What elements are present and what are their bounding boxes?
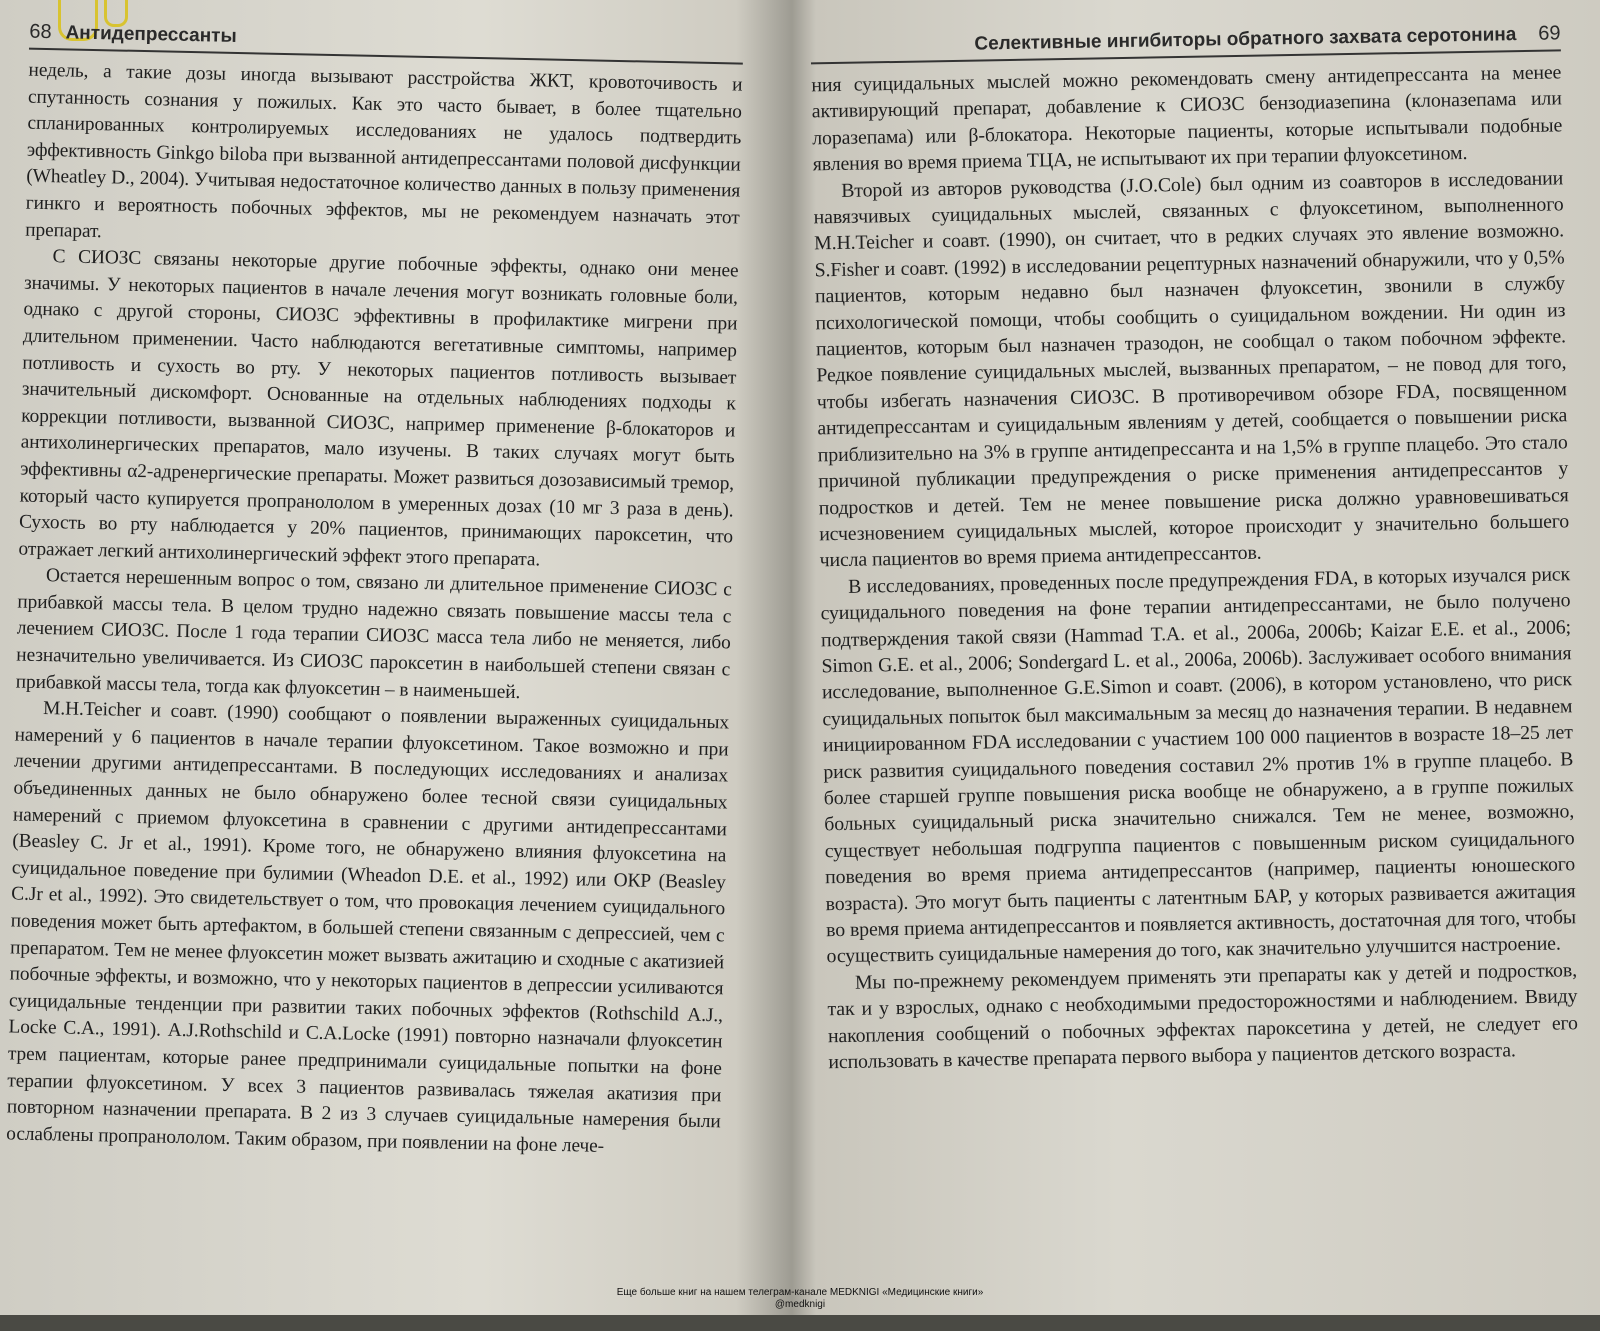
right-running-title: Селективные ингибиторы обратного захвата серотонина bbox=[974, 24, 1517, 55]
left-page-number: 68 bbox=[29, 20, 52, 44]
paragraph: Остается нерешенным вопрос о том, связано ли длительное применение СИОЗС с прибавкой массы тела. В целом трудно надежно связать повышение массы тела с лечением СИОЗС. После 1 года терапии СИОЗС масса тела либо не меняется, либо незначительно увеличивается. Из СИОЗС пароксетин в наибольшей степени связан с прибавкой массы тела, тогда как флуоксетин – в наименьшей. bbox=[15, 565, 733, 703]
left-page bbox=[0, 0, 770, 1331]
paragraph: ния суицидальных мыслей можно рекомендовать смену антидепрессанта на менее активирующий препарат, добавление к СИОЗС бензодиазепина (клоназепама или лоразепама) или β-блокатора. Некоторые пациенты, которые испытывали подобные явления во время приема ТЦА, не испытывают их при терапии флуоксетином. bbox=[811, 61, 1563, 176]
paragraph: недель, а такие дозы иногда вызывают расстройства ЖКТ, кровоточивость и спутанность сознания у пожилых. Как это часто бывает, в более тщательно спланированных контролируемых исследованиях не удалось подтвердить эффективность Ginkgo biloba при вызванной антидепрессантами половой дисфункции (Wheatley D., 2004). Учитывая недостаточное количество данных в пользу применения гинкго и вероятность побочных эффектов, мы не рекомендуем назначать этот препарат. bbox=[24, 59, 743, 242]
footer-line: Еще больше книг на нашем телеграм-канале MEDKNIGI «Медицинские книги» bbox=[616, 1287, 984, 1298]
paragraph: В исследованиях, проведенных после предупреждения FDA, в которых изучался риск суицидального поведения на фоне терапии антидепрессантами, не было получено подтверждения такой связи (Hammad T.A. et al., 2006a, 2006b; Kaizar E.E. et al., 2006; Simon G.E. et al., 2006; Sondergard L. et al., 2006a, 2006b). Заслуживает особого внимания исследование, выполненное G.E.Simon и соавт. (2006), в котором установлено, что риск суицидальных попыток был максимальным за месяц до назначения терапии. В недавнем инициированном FDA исследовании с участием 100 000 пациентов в возрасте 18–25 лет риск развития суицидального поведения составил 2% против 1% в группе плацебо. В более старшей группе повышения риска вообще не обнаружено, а в группе пожилых больных суицидальный риска значительно снижался. Тем не менее, возможно, существует небольшая подгруппа пациентов с повышенным риском суицидального поведения во время приема антидепрессантов (например, пациенты юношеского возраста). Это могут быть пациенты с латентным БАР, у которых развивается ажитация во время приема антидепрессантов и появляется активность, достаточная для того, чтобы осуществить суицидальные намерения до того, как значительно улучшится настроение. bbox=[820, 562, 1577, 968]
left-running-title: Антидепрессанты bbox=[65, 22, 237, 47]
right-page-body bbox=[811, 59, 1578, 1075]
right-page bbox=[790, 0, 1600, 1329]
right-page-number: 69 bbox=[1538, 22, 1561, 45]
right-page-header bbox=[811, 22, 1561, 64]
left-page-body bbox=[6, 58, 743, 1163]
paragraph: Второй из авторов руководства (J.O.Cole) был одним из соавторов в исследовании навязчивых суицидальных мыслей, связанных с флуоксетином, выполненного M.H.Teicher и соавт. (1990), он считает, что в редких случаях это явление возможно. S.Fisher и соавт. (1992) в исследовании рецептурных назначений обнаружили, что у 0,5% пациентов, которым недавно был назначен флуоксетин, звонили в службу психологической помощи, чтобы сообщить о суицидальном вождении. Ни один из пациентов, которым был назначен тразодон, не сообщал о таком побочном эффекте. Редкое появление суицидальных мыслей, вызванных препаратом, – не повод для того, чтобы избегать назначения СИОЗС. В противоречивом обзоре FDA, посвященном антидепрессантам и суицидальным явлениям у детей, сообщается о повышении риска приблизительно на 3% в группе антидепрессанта и на 1,5% в группе плацебо. Это стало причиной публикации предупреждения о риске применения антидепрессантов у подростков и детей. Тем не менее повышение риска должно уравновешиваться исчезновением суицидальных мыслей, которое происходит у значительно большего числа пациентов во время приема антидепрессантов. bbox=[813, 166, 1570, 572]
watermark-footer bbox=[560, 1287, 1040, 1311]
paragraph: Мы по-прежнему рекомендуем применять эти препараты как у детей и подростков, так и у взрослых, однако с необходимыми предосторожностями и наблюдением. Ввиду накопления сообщений о побочных эффектах пароксетина у детей, не следует его использовать в качестве препарата первого выбора у пациентов детского возраста. bbox=[827, 959, 1579, 1074]
paragraph: M.H.Teicher и соавт. (1990) сообщают о появлении выраженных суицидальных намерений у 6 пациентов в начале терапии флуоксетином. Такое возможно и при лечении другими антидепрессантами. В последующих исследованиях и анализах объединенных данных не было обнаружено более тесной связи суицидальных намерений с приемом флуоксетина в сравнении с другими антидепрессантами (Beasley C. Jr et al., 1991). Кроме того, не обнаружено влияния флуоксетина на суицидальное поведение при булимии (Wheadon D.E. et al., 1992) или ОКР (Beasley C.Jr et al., 1992). Это свидетельствует о том, что провокация лечением суицидального поведения может быть артефактом, в большей степени связанным с депрессией, чем с препаратом. Тем не менее флуоксетин может вызвать ажитацию и сходные с акатизией побочные эффекты, и возможно, что у некоторых пациентов в депрессии усиливаются суицидальные тенденции при развитии таких побочных эффектов (Rothschild A.J., Locke C.A., 1991). A.J.Rothschild и C.A.Locke (1991) повторно назначали флуоксетин трем пациентам, которые ранее предпринимали суицидальные попытки на фоне терапии флуоксетином. У всех 3 пациентов развивалась тяжелая акатизия при повторном назначении препарата. В 2 из 3 случаев суицидальные намерения были ослаблены пропранололом. Таким образом, при появлении на фоне лече- bbox=[6, 698, 730, 1157]
footer-handle: @medknigi bbox=[774, 1299, 826, 1310]
left-page-header bbox=[29, 21, 743, 65]
paragraph: С СИОЗС связаны некоторые другие побочные эффекты, однако они менее значимы. У некоторых пациентов в начале лечения могут возникать головные боли, однако с другой стороны, СИОЗС эффективны в профилактике мигрени при длительном применении. Часто наблюдаются вегетативные симптомы, например потливость и сухость во рту. У некоторых пациентов потливость вызывает значительный дискомфорт. Основанные на отдельных наблюдениях подходы к коррекции потливости, вызванной СИОЗС, например применение β-блокаторов и антихолинергических препаратов, мало изучены. В таких случаях могут быть эффективны α2-адренергические препараты. Может развиться дозозависимый тремор, который часто купируется пропранололом в умеренных дозах (10 мг 3 раза в день). Сухость во рту наблюдается у 20% пациентов, принимающих пароксетин, что отражает легкий антихолинергический эффект этого препарата. bbox=[18, 246, 739, 571]
